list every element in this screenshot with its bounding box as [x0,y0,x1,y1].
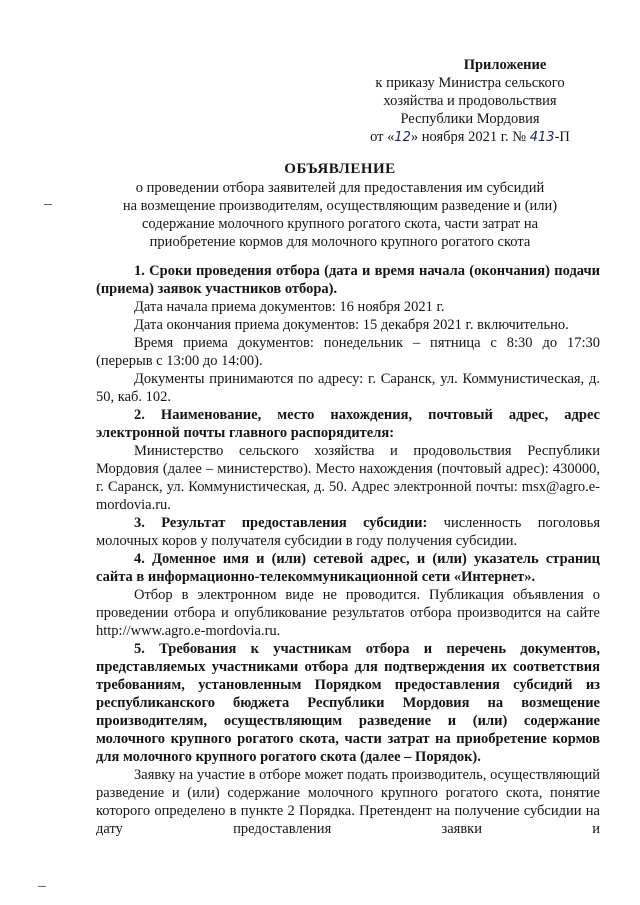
section-1-end-date: Дата окончания приема документов: 15 декабря 2021 г. включительно. [134,317,569,333]
section-4-text: Отбор в электронном виде не проводится. Публикация объявления о проведении отбора и опубликование результатов отбора производится на сайте http://www.agro.e-mordovia.ru. [96,587,600,639]
order-date-line: от «12» ноября 2021 г. № 413-П [370,129,570,145]
handwritten-number: 413 [529,130,555,145]
announcement-subtitle: содержание молочного крупного рогатого скота, части затрат на [141,216,539,232]
section-5-text: Заявку на участие в отборе может подать производитель, осуществляющий разведение и (или) содержание молочного крупного рогатого скота, понятие которого определено в пункте 2 Порядка. Претендент на получение субсидии на дату предоставления заявки и [96,767,600,837]
announcement-heading [60,160,620,251]
announcement-title: ОБЪЯВЛЕНИЕ [284,161,396,177]
section-3-paragraph: 3. Результат предоставления субсидии: численность поголовья молочных коров у получателя субсидии в году получения субсидии. [96,515,600,549]
scan-mark [44,204,52,205]
document-body [96,262,600,838]
appendix-line: хозяйства и продовольствия [383,93,557,109]
section-1-address: Документы принимаются по адресу: г. Саранск, ул. Коммунистическая, д. 50, каб. 102. [96,371,600,405]
scan-mark [38,886,46,887]
appendix-line: к приказу Министра сельского [375,75,565,91]
appendix-line: Республики Мордовия [400,111,540,127]
section-4-heading: 4. Доменное имя и (или) сетевой адрес, и (или) указатель страниц сайта в информационно-телекоммуникационной сети «Интернет». [96,551,600,585]
section-1-start-date: Дата начала приема документов: 16 ноября 2021 г. [134,299,445,315]
section-5-heading: 5. Требования к участникам отбора и перечень документов, представляемых участниками отбора для подтверждения их соответствия требованиям, установленным Порядком предоставления субсидий из республиканского бюджета Республики Мордовия на возмещение производителям, осуществляющим разведение и (или) содержание молочного крупного рогатого скота, части затрат на приобретение кормов для молочного крупного рогатого скота (далее – Порядок). [96,641,600,765]
section-2-text: Министерство сельского хозяйства и продовольствия Республики Мордовия (далее – министерство). Место нахождения (почтовый адрес): 430000, г. Саранск, ул. Коммунистическая, д. 50. Адрес электронной почты: msx@agro.e-mordovia.ru. [96,443,600,513]
handwritten-day: 12 [394,130,411,145]
appendix-title: Приложение [463,57,547,73]
appendix-block [330,56,610,147]
announcement-subtitle: приобретение кормов для молочного крупного рогатого скота [149,234,531,250]
announcement-subtitle: на возмещение производителям, осуществляющим разведение и (или) [122,198,558,214]
section-1-hours: Время приема документов: понедельник – пятница с 8:30 до 17:30 (перерыв с 13:00 до 14:00). [96,335,600,369]
section-2-heading: 2. Наименование, место нахождения, почтовый адрес, адрес электронной почты главного распорядителя: [96,407,600,441]
section-1-heading: 1. Сроки проведения отбора (дата и время начала (окончания) подачи (приема) заявок участников отбора). [96,263,600,297]
announcement-subtitle: о проведении отбора заявителей для предоставления им субсидий [135,180,545,196]
